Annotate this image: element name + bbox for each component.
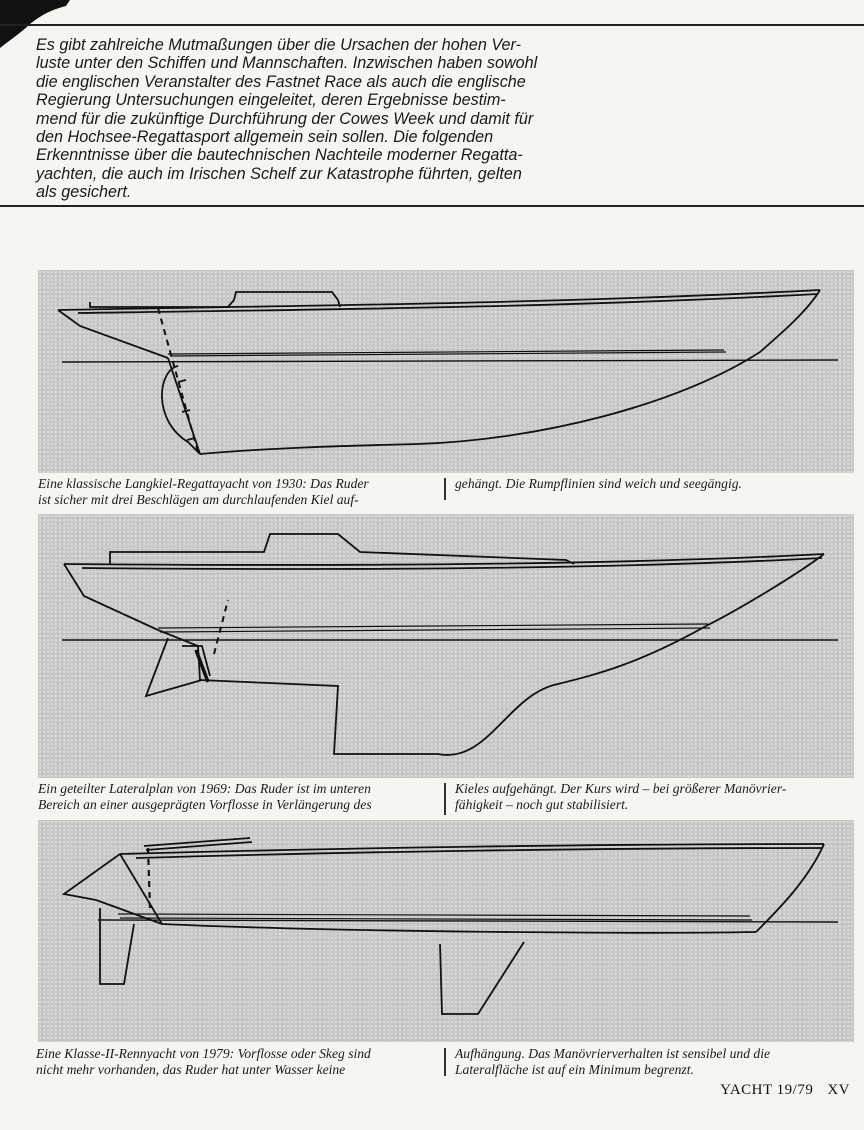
page-footer: [706, 1082, 850, 1099]
magazine-issue: YACHT 19/79: [720, 1082, 814, 1098]
figure-1969-caption-right: Kieles aufgehängt. Der Kurs wird – bei größerer Manövrier- fähigkeit – noch gut stabilisiert.: [455, 781, 787, 812]
hull-drawing-1969: [38, 514, 854, 778]
section-rule: [0, 205, 864, 207]
hull-drawing-1979: [38, 820, 854, 1042]
top-rule: [0, 24, 864, 26]
figure-1979-caption-left: Eine Klasse-II-Rennyacht von 1979: Vorflosse oder Skeg sind nicht mehr vorhanden, das Ruder hat unter Wasser keine: [36, 1046, 371, 1077]
caption-divider: [444, 783, 446, 815]
hull-drawing-1930: [38, 270, 854, 473]
figure-1979-caption-right: Aufhängung. Das Manövrierverhalten ist sensibel und die Lateralfläche ist auf ein Minimum begrenzt.: [455, 1046, 771, 1077]
figure-1930-caption-right: gehängt. Die Rumpflinien sind weich und seegängig.: [455, 476, 742, 491]
figure-1969-caption-left: Ein geteilter Lateralplan von 1969: Das Ruder ist im unteren Bereich an einer ausgeprägten Vorflosse in Verlängerung des: [38, 781, 372, 812]
figure-1979-finkeel: [38, 820, 854, 1042]
figure-1930-longkeel: [38, 270, 854, 473]
figure-1930-caption-left: Eine klassische Langkiel-Regattayacht von 1930: Das Ruder ist sicher mit drei Beschlägen am durchlaufenden Kiel auf-: [38, 476, 369, 507]
page-number: XV: [827, 1082, 850, 1098]
figure-1969-split-keel: [38, 514, 854, 778]
caption-divider: [444, 1048, 446, 1076]
caption-divider: [444, 478, 446, 500]
intro-paragraph: Es gibt zahlreiche Mutmaßungen über die Ursachen der hohen Ver- luste unter den Schiffen und Mannschaften. Inzwischen haben sowohl die englischen Veranstalter des Fastnet Race als auch die englische Regierung Untersuchungen eingeleitet, deren Ergebnisse bestim- mend für die zukünftige Durchführung der Cowes Week und damit für den Hochsee-Regattasport allgemein sein sollen. Die folgenden Erkenntnisse über die bautechnischen Nachteile moderner Regatta- yachten, die auch im Irischen Schelf zur Katastrophe führten, gelten als gesichert.: [36, 36, 538, 202]
